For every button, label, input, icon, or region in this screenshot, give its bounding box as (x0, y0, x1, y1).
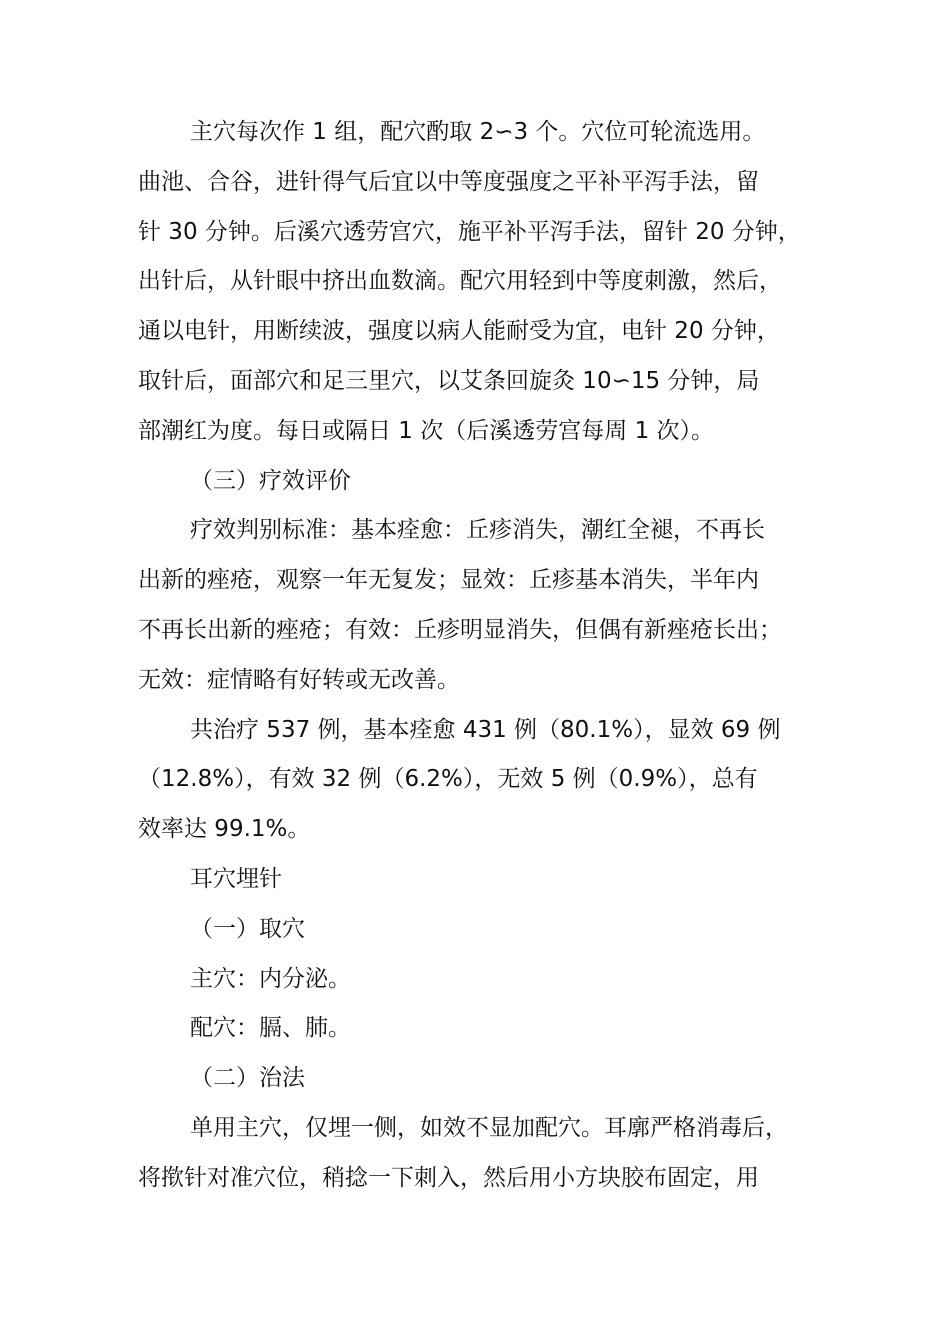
document-page (138, 108, 828, 1204)
text-line: 无效：症情略有好转或无改善。 (138, 666, 460, 693)
text-line: 不再长出新的痤疮；有效：丘疹明显消失，但偶有新痤疮长出； (138, 616, 782, 643)
text-line: 出针后，从针眼中挤出血数滴。配穴用轻到中等度刺激，然后， (138, 268, 782, 295)
text-line: 针 30 分钟。后溪穴透劳宫穴，施平补平泻手法，留针 20 分钟， (138, 218, 801, 245)
text-line: 主穴：内分泌。 (190, 965, 351, 992)
text-line: 将揿针对准穴位，稍捻一下刺入，然后用小方块胶布固定，用 (138, 1164, 759, 1191)
text-line: 取针后，面部穴和足三里穴，以艾条回旋灸 10∽15 分钟，局 (138, 367, 760, 394)
text-line: 通以电针，用断续波，强度以病人能耐受为宜，电针 20 分钟， (138, 318, 780, 345)
section-heading-method: （二）治法 (190, 1065, 305, 1092)
text-line: 效率达 99.1%。 (138, 816, 311, 843)
section-heading-points: （一）取穴 (190, 915, 305, 942)
section-heading-ear-acupuncture: 耳穴埋针 (190, 865, 282, 892)
text-line: 曲池、合谷，进针得气后宜以中等度强度之平补平泻手法，留 (138, 168, 759, 195)
text-line: 出新的痤疮，观察一年无复发；显效：丘疹基本消失，半年内 (138, 567, 759, 594)
text-line: （12.8%），有效 32 例（6.2%），无效 5 例（0.9%），总有 (138, 766, 758, 793)
text-line: 共治疗 537 例，基本痊愈 431 例（80.1%），显效 69 例 (190, 716, 781, 743)
text-line: 配穴：膈、肺。 (190, 1015, 351, 1042)
text-line: 疗效判别标准：基本痊愈：丘疹消失，潮红全褪，不再长 (190, 517, 765, 544)
text-line: 部潮红为度。每日或隔日 1 次（后溪透劳宫每周 1 次）。 (138, 417, 715, 444)
text-line: 主穴每次作 1 组，配穴酌取 2∽3 个。穴位可轮流选用。 (190, 119, 766, 145)
section-heading-efficacy: （三）疗效评价 (190, 467, 351, 494)
text-line: 单用主穴，仅埋一侧，如效不显加配穴。耳廓严格消毒后， (190, 1114, 788, 1141)
